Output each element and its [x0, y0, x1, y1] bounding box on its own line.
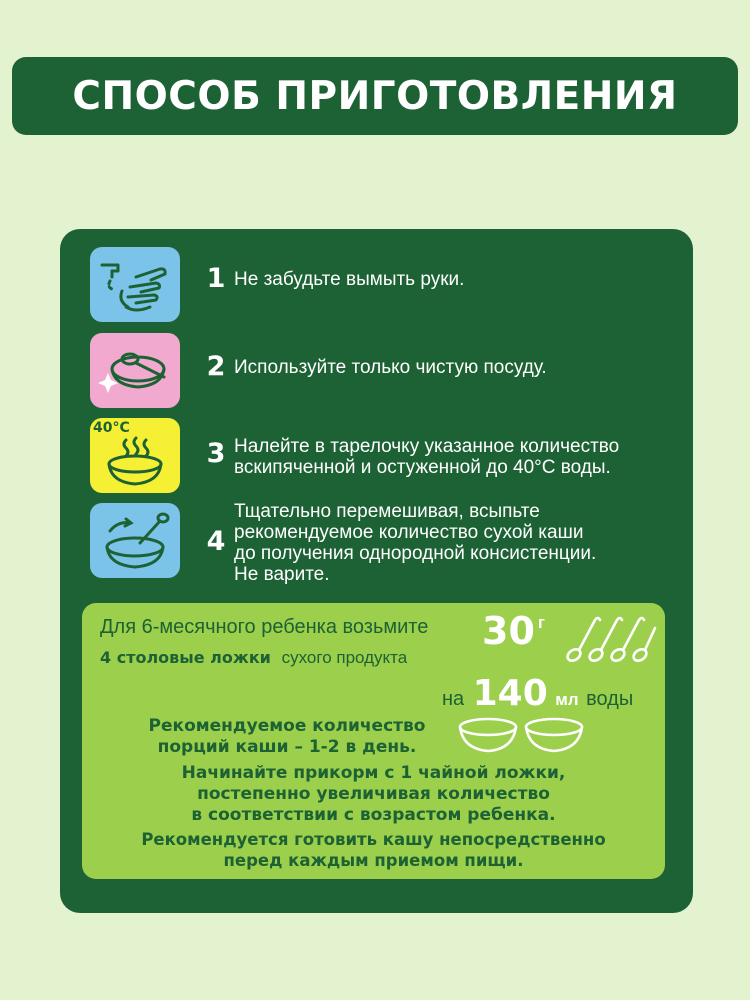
step-1-icon-box — [90, 247, 180, 322]
prepare-note — [82, 829, 665, 871]
water-prefix: на — [442, 688, 465, 710]
hand-washing-icon — [90, 247, 180, 322]
start-line-2: постепенно увеличивая количество — [197, 784, 550, 804]
step-1-text — [234, 269, 464, 290]
step-3-line-2: вскипяченной и остуженной до 40°С воды. — [234, 457, 611, 478]
step-2-number: 2 — [206, 351, 226, 382]
step-3-number: 3 — [206, 438, 226, 469]
water-suffix: воды — [586, 688, 634, 710]
grams-value: 30 — [482, 609, 535, 653]
step-3-text — [234, 436, 619, 478]
servings-note — [122, 716, 452, 758]
step-2-icon-box — [90, 333, 180, 408]
step-2-text — [234, 357, 547, 378]
step-4-line-3: до получения однородной консистенции. — [234, 543, 597, 564]
step-4-line-4: Не варите. — [234, 564, 330, 585]
portion-intro: Для 6-месячного ребенка возьмите — [100, 616, 429, 638]
prepare-line-1: Рекомендуется готовить кашу непосредственно — [141, 830, 606, 849]
spoons-rest: сухого продукта — [281, 648, 408, 667]
step-1-line: Не забудьте вымыть руки. — [234, 269, 465, 290]
step-4-number: 4 — [206, 526, 226, 557]
water-value: 140 — [472, 673, 548, 714]
spoons-line — [100, 648, 407, 668]
portion-info-box — [82, 603, 665, 879]
grams-unit: г — [537, 613, 545, 632]
stirring-bowl-icon — [90, 503, 180, 578]
step-4-line-2: рекомендуемое количество сухой каши — [234, 522, 584, 543]
step-4-line-1: Тщательно перемешивая, всыпьте — [234, 501, 540, 522]
step-3-line-1: Налейте в тарелочку указанное количество — [234, 436, 620, 457]
step-4-icon-box — [90, 503, 180, 578]
start-line-3: в соответствии с возрастом ребенка. — [191, 805, 556, 825]
step-1-number: 1 — [206, 263, 226, 294]
step-4-text — [234, 501, 596, 585]
temperature-label: 40°С — [93, 420, 130, 436]
prepare-line-2: перед каждым приемом пищи. — [223, 851, 524, 870]
start-note — [82, 763, 665, 826]
step-2-line: Используйте только чистую посуду. — [234, 357, 547, 378]
bowls-icon — [455, 713, 587, 757]
spoons-icon — [560, 609, 660, 665]
step-3-icon-box — [90, 418, 180, 493]
servings-line-2: порций каши – 1-2 в день. — [157, 737, 417, 757]
start-line-1: Начинайте прикорм с 1 чайной ложки, — [181, 763, 566, 783]
grams-amount — [482, 609, 545, 653]
spoons-bold: 4 столовые ложки — [100, 648, 271, 667]
servings-line-1: Рекомендуемое количество — [148, 716, 426, 736]
clean-bowl-icon — [90, 333, 180, 408]
water-unit: мл — [555, 690, 579, 709]
title-banner — [12, 57, 738, 135]
page-title: СПОСОБ ПРИГОТОВЛЕНИЯ — [72, 73, 678, 119]
water-amount — [442, 673, 633, 714]
